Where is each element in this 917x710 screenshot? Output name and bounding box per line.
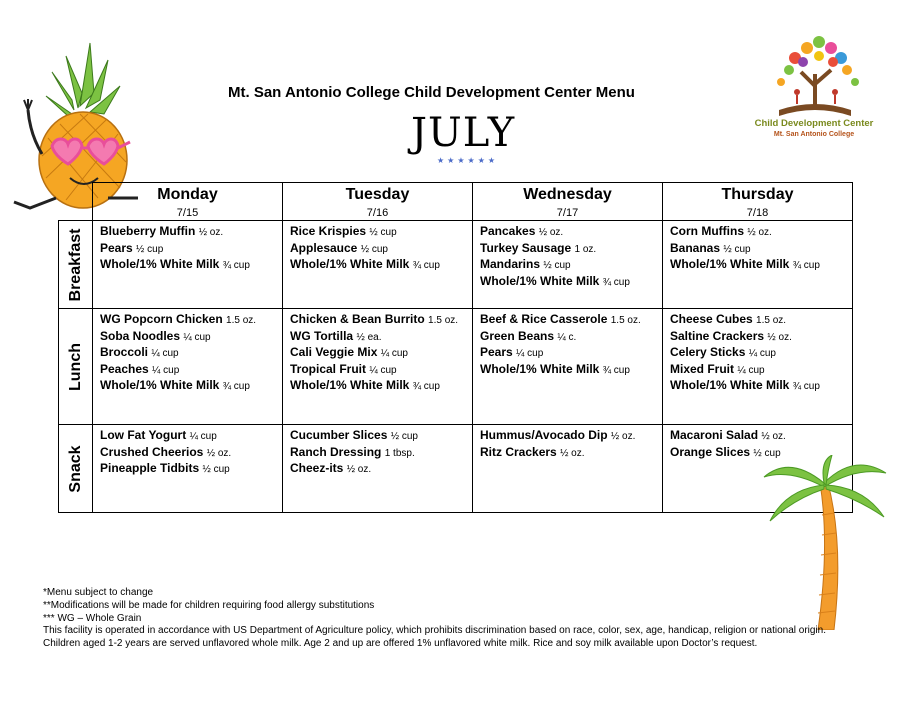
day-name: Wednesday	[523, 186, 612, 203]
menu-item-amount: ¼ cup	[183, 331, 211, 343]
menu-item	[480, 329, 658, 346]
menu-cell	[473, 221, 663, 309]
menu-item-name: Tropical Fruit	[290, 361, 367, 376]
day-date: 7/16	[366, 207, 389, 219]
day-header	[473, 183, 663, 221]
menu-table	[58, 182, 853, 513]
meal-row-breakfast	[59, 221, 853, 309]
menu-item-amount: 1.5 oz.	[428, 315, 459, 326]
menu-item-name: Soba Noodles	[100, 328, 181, 343]
day-header	[93, 183, 283, 221]
menu-item	[480, 274, 658, 291]
menu-item	[290, 329, 468, 346]
menu-item-name: Pancakes	[480, 224, 536, 238]
menu-item-amount: ½ cup	[723, 243, 751, 255]
menu-item-name: Saltine Crackers	[670, 328, 765, 343]
meal-row-lunch	[59, 309, 853, 425]
menu-item	[480, 445, 658, 462]
menu-item	[290, 362, 468, 379]
menu-item	[670, 329, 848, 346]
menu-item-name: Ritz Crackers	[480, 444, 557, 459]
meal-label-cell	[59, 425, 93, 513]
menu-item-amount: ¾ cup	[792, 381, 820, 392]
menu-item	[290, 445, 468, 462]
menu-item	[290, 257, 468, 274]
day-date: 7/17	[556, 207, 579, 219]
logo-name: Child Development Center	[754, 118, 874, 129]
day-name: Monday	[157, 186, 218, 203]
day-name: Thursday	[721, 186, 794, 203]
menu-item-amount: 1 oz.	[574, 243, 597, 255]
menu-item	[290, 241, 468, 258]
menu-item	[480, 224, 658, 241]
menu-item-name: Crushed Cheerios	[100, 444, 204, 459]
footer-notes	[43, 587, 893, 651]
menu-item	[290, 312, 468, 329]
menu-item-amount: ½ oz.	[560, 447, 585, 459]
menu-item-name: Beef & Rice Casserole	[480, 312, 608, 326]
menu-item	[670, 378, 848, 395]
menu-item	[670, 224, 848, 241]
menu-item	[480, 345, 658, 362]
menu-item-name: Corn Muffins	[670, 224, 744, 238]
menu-item-name: Blueberry Muffin	[100, 224, 196, 238]
month-title: JULY	[411, 110, 516, 156]
menu-item-name: Cheese Cubes	[670, 312, 753, 326]
menu-item-amount: ½ oz.	[346, 464, 372, 475]
menu-item-name: Pineapple Tidbits	[100, 461, 200, 475]
menu-item	[480, 257, 658, 274]
menu-item-amount: ½ cup	[136, 243, 164, 255]
menu-item-amount: ¾ cup	[792, 260, 820, 271]
menu-item	[480, 362, 658, 379]
menu-item-amount: ½ cup	[543, 260, 571, 271]
menu-item	[100, 345, 278, 362]
menu-cell	[283, 425, 473, 513]
menu-item-amount: ½ oz.	[610, 431, 636, 442]
menu-item-amount: ½ oz.	[538, 227, 564, 238]
menu-item-amount: ¾ cup	[602, 276, 630, 288]
menu-item-name: Orange Slices	[670, 444, 751, 459]
day-header	[283, 183, 473, 221]
menu-item-amount: ¾ cup	[222, 260, 250, 271]
menu-item-name: Broccoli	[100, 345, 149, 359]
menu-item-amount: ¾ cup	[412, 381, 440, 392]
meal-row-snack	[59, 425, 853, 513]
menu-item-name: Rice Krispies	[290, 224, 367, 238]
menu-item-amount: ¾ cup	[412, 260, 440, 271]
menu-item-amount: ½ cup	[360, 243, 388, 255]
meal-label: Lunch	[66, 342, 84, 391]
menu-item-name: Ranch Dressing	[290, 444, 382, 459]
day-header-row	[59, 183, 853, 221]
menu-cell	[93, 221, 283, 309]
menu-item-amount: ¼ cup	[189, 431, 217, 442]
meal-label-cell	[59, 309, 93, 425]
menu-item-amount: ½ oz.	[747, 227, 772, 238]
menu-item-amount: ½ cup	[202, 464, 230, 475]
menu-item-amount: ½ oz.	[767, 331, 792, 343]
menu-cell	[93, 425, 283, 513]
menu-item-name: Green Beans	[480, 328, 555, 343]
menu-item-amount: 1.5 oz.	[610, 315, 641, 326]
menu-item	[290, 378, 468, 395]
menu-item-name: Applesauce	[290, 240, 358, 255]
menu-item	[670, 362, 848, 379]
menu-item-name: Cali Veggie Mix	[290, 345, 378, 359]
menu-item	[100, 378, 278, 395]
menu-item	[100, 257, 278, 274]
day-name: Tuesday	[345, 186, 410, 203]
menu-item-name: Whole/1% White Milk	[670, 378, 790, 392]
menu-item-amount: ¼ cup	[152, 364, 180, 376]
menu-item-amount: ¾ cup	[222, 381, 250, 392]
menu-item-amount: ¼ cup	[748, 348, 776, 359]
menu-item-amount: ½ oz.	[198, 227, 224, 238]
menu-item	[480, 312, 658, 329]
menu-item-amount: ¼ cup	[151, 348, 179, 359]
menu-item-amount: ¼ cup	[737, 364, 765, 376]
menu-item-amount: ½ oz.	[206, 447, 232, 459]
menu-cell	[663, 221, 853, 309]
menu-item	[670, 312, 848, 329]
menu-cell	[473, 309, 663, 425]
menu-item-name: Whole/1% White Milk	[100, 257, 220, 271]
menu-item-name: Whole/1% White Milk	[670, 257, 790, 271]
menu-item	[290, 428, 468, 445]
day-date: 7/18	[746, 207, 769, 219]
menu-item-amount: ½ cup	[753, 447, 781, 459]
meal-label-cell	[59, 221, 93, 309]
footer-note: Children aged 1-2 years are served unflavored whole milk. Age 2 and up are offered 1% unflavored white milk. Rice and soy milk available upon Doctor’s request.	[43, 638, 758, 650]
menu-item	[670, 345, 848, 362]
menu-item-amount: ¼ cup	[369, 364, 397, 376]
menu-item-name: Macaroni Salad	[670, 428, 759, 442]
menu-item	[100, 329, 278, 346]
menu-item-name: Celery Sticks	[670, 345, 746, 359]
menu-item-amount: ½ oz.	[761, 431, 786, 442]
menu-item-name: Chicken & Bean Burrito	[290, 312, 425, 326]
menu-item-name: WG Popcorn Chicken	[100, 312, 223, 326]
menu-cell	[473, 425, 663, 513]
menu-item-amount: ¼ c.	[557, 331, 577, 343]
menu-item-name: Cucumber Slices	[290, 428, 388, 442]
menu-item-amount: ½ cup	[369, 227, 397, 238]
logo-subtitle: Mt. San Antonio College	[773, 131, 855, 138]
menu-item	[290, 224, 468, 241]
footer-note: **Modifications will be made for children requiring food allergy substitutions	[43, 599, 375, 611]
menu-cell	[283, 309, 473, 425]
menu-item-name: WG Tortilla	[290, 328, 354, 343]
menu-item-name: Mandarins	[480, 257, 541, 271]
menu-item-name: Whole/1% White Milk	[480, 361, 600, 376]
menu-item	[480, 428, 658, 445]
meal-label: Breakfast	[66, 228, 84, 301]
menu-item-amount: 1.5 oz.	[226, 315, 257, 326]
menu-item-name: Turkey Sausage	[480, 240, 572, 255]
menu-item-name: Whole/1% White Milk	[290, 257, 410, 271]
menu-item	[100, 445, 278, 462]
menu-item-name: Whole/1% White Milk	[290, 378, 410, 392]
menu-item-name: Peaches	[100, 361, 149, 376]
menu-cell	[93, 309, 283, 425]
menu-item-name: Pears	[480, 345, 513, 359]
menu-cell	[663, 309, 853, 425]
table-corner	[59, 183, 93, 221]
footer-note: *Menu subject to change	[43, 587, 154, 598]
stars-decoration: ★★★★★★	[437, 156, 499, 165]
menu-item	[290, 461, 468, 478]
meal-label: Snack	[66, 444, 84, 493]
menu-item	[100, 241, 278, 258]
menu-item-amount: ¼ cup	[516, 348, 544, 359]
day-date: 7/15	[176, 207, 199, 219]
menu-item-name: Low Fat Yogurt	[100, 428, 187, 442]
footer-note: *** WG – Whole Grain	[43, 612, 142, 624]
menu-item	[100, 428, 278, 445]
menu-item	[290, 345, 468, 362]
footer-note: This facility is operated in accordance with US Department of Agriculture policy, which prohibits discrimination based on race, color, sex, age, handicap, religion or national origin.	[43, 625, 826, 637]
menu-item-amount: 1.5 oz.	[756, 315, 787, 326]
day-header	[663, 183, 853, 221]
menu-item	[100, 224, 278, 241]
menu-item-name: Mixed Fruit	[670, 361, 735, 376]
menu-item-amount: ¼ cup	[380, 348, 408, 359]
menu-item	[670, 428, 848, 445]
menu-item	[100, 312, 278, 329]
menu-item-name: Pears	[100, 240, 133, 255]
page-title: Mt. San Antonio College Child Development Center Menu	[228, 84, 635, 101]
menu-item-name: Whole/1% White Milk	[100, 378, 220, 392]
menu-item-amount: 1 tbsp.	[384, 447, 415, 459]
menu-item-amount: ½ ea.	[356, 331, 382, 343]
menu-cell	[283, 221, 473, 309]
menu-item-name: Cheez-its	[290, 461, 344, 475]
menu-item-amount: ¾ cup	[602, 364, 630, 376]
menu-item	[480, 241, 658, 258]
menu-item	[670, 257, 848, 274]
menu-item-name: Bananas	[670, 240, 721, 255]
menu-item-name: Whole/1% White Milk	[480, 273, 600, 288]
menu-item-name: Hummus/Avocado Dip	[480, 428, 608, 442]
menu-item	[100, 362, 278, 379]
menu-item	[100, 461, 278, 478]
menu-item	[670, 241, 848, 258]
menu-item-amount: ½ cup	[390, 431, 418, 442]
